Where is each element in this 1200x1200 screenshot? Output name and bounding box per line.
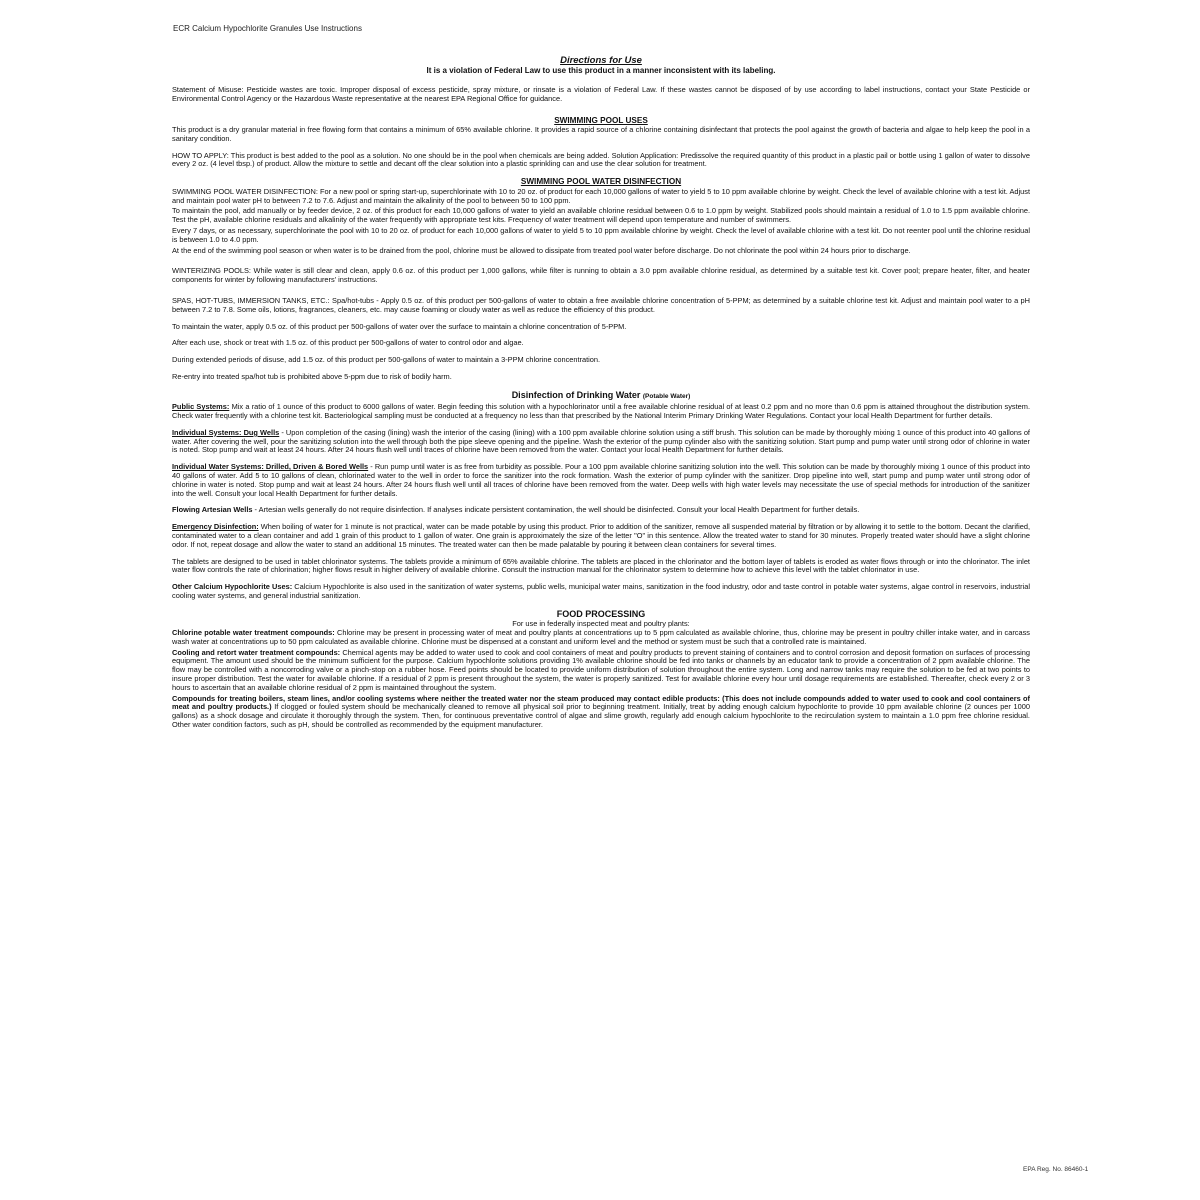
paragraph-boiler-compounds [172,695,1030,730]
paragraph-potable-compounds [172,629,1030,647]
paragraph: This product is a dry granular material in free flowing form that contains a minimum of 65% available chlorine. It provides a rapid source of a chlorine containing disinfectant that protects the pool against the growth of bacteria and algae to help keep the pool in a sanitary condition. [172,125,1030,143]
paragraph-lead: Public Systems: [172,402,230,412]
paragraph-lead: Flowing Artesian Wells [172,505,253,515]
paragraph-lead: Compounds for treating boilers, steam lines, and/or cooling systems where neither the treated water nor the steam produced may contact edible products: (This does not include compounds added to water used to cook and cool containers of meat and poultry products.) [172,693,1030,712]
drinking-water-heading-note: (Potable Water) [642,392,691,400]
paragraph-lead: Individual Water Systems: Drilled, Driven & Bored Wells [172,462,369,472]
paragraph: During extended periods of disuse, add 1.5 oz. of this product per 500-gallons of water to maintain a 3-PPM chlorine concentration. [172,355,601,365]
paragraph-text: - Upon completion of the casing (lining) wash the interior of the casing (lining) with a 100 ppm available chlorine solution using a stiff brush. This solution can be made by thoroughly mixing 1 ounce of this product into 40 gallons of water. After covering the well, pour the sanitizing solution into the well through both the pipe sleeve opening and the pipeline. Wash the exterior of the pump cylinder also with the sanitizing solution. Start pump and pump water until strong odor of chlorine in water is noted. Stop pump and wait at least 24 hours. After 24 hours flush well until traces of chlorine have been removed from the water. Contact your local Health Department for further details. [172,427,1030,455]
section-heading-drinking-water [172,390,1030,403]
paragraph-text: If clogged or fouled system should be mechanically cleaned to remove all physical soil prior to beginning treatment. Initially, treat by adding enough calcium hypochlorite to provide 10 ppm available chlorine (2 ounces per 1000 gallons) as a shock dosage and circulate it thoroughly through the system. Then, for continuous preventative control of algae and slime growth, regularly add enough calcium hypochlorite to the recirculation system to maintain a 1.0 ppm free chlorine residual. Other water condition factors, such as pH, should be controlled as recommended by the equipment manufacturer. [172,702,1030,730]
section-heading-food-processing: FOOD PROCESSING [556,608,646,619]
paragraph-artesian-wells [172,506,1030,515]
paragraph-dug-wells [172,429,1030,455]
paragraph: SWIMMING POOL WATER DISINFECTION: For a new pool or spring start-up, superchlorinate with 10 to 20 oz. of product for each 10,000 gallons of water to yield 5 to 10 ppm available chlorine by weight. Check the level of available chlorine with a test kit. Adjust and maintain pool water pH to between 7.2 to 7.6. Adjust and maintain the alkalinity of the pool to between 50 to 100 ppm. [172,186,1030,205]
paragraph-text: - Artesian wells generally do not require disinfection. If analyses indicate persistent contamination, the well should be disinfected. Consult your local Health Department for further details. [252,505,860,515]
paragraph: SPAS, HOT-TUBS, IMMERSION TANKS, ETC.: Spa/hot-tubs - Apply 0.5 oz. of this product per 500-gallons of water to obtain a free available chlorine concentration of 5-PPM; as determined by a suitable chlorine test kit. Adjust and maintain pool water to a pH between 7.2 to 7.8. Some oils, lotions, fragrances, cleaners, etc. may cause foaming or cloudy water as well as reduce the efficiency of this product. [172,295,1030,314]
paragraph: After each use, shock or treat with 1.5 oz. of this product per 500-gallons of water to control odor and algae. [172,338,524,348]
section-heading-pool-water-disinfection: SWIMMING POOL WATER DISINFECTION [520,177,682,187]
paragraph: WINTERIZING POOLS: While water is still clear and clean, apply 0.6 oz. of this product per 1,000 gallons, while filter is running to obtain a 3.0 ppm available chlorine residual, as determined by a suitable test kit. Cover pool; prepare heater, filter, and heater components for winter by following manufacturers' instructions. [172,266,1030,285]
paragraph-public-systems [172,403,1030,421]
violation-statement: It is a violation of Federal Law to use this product in a manner inconsistent with its labeling. [426,66,776,75]
paragraph-lead: Emergency Disinfection: [172,522,259,532]
paragraph: HOW TO APPLY: This product is best added to the pool as a solution. No one should be in the pool when chemicals are being added. Solution Application: Predissolve the required quantity of this product in a plastic pail or bottle using 1 gallon of water to dissolve every 2 oz. (4 level tbsp.) of product. Allow the mixture to settle and decant off the clear solution into a plastic sprinkling can and use the clear solution for treatment. [172,150,1030,169]
food-processing-subnote: For use in federally inspected meat and poultry plants: [512,619,690,629]
paragraph-text: When boiling of water for 1 minute is not practical, water can be made potable by using this product. Prior to addition of the sanitizer, remove all suspended material by filtration or by allowing it to settle to the bottom. Decant the clarified, contaminated water to a clean container and add 1 grain of this product to 1 gallon of water. One grain is approximately the size of the letter "O" in this sentence. Allow the treated water to stand for 30 minutes. Properly treated water should have a slight chlorine odor. If not, repeat dosage and allow the water to stand an additional 15 minutes. The treated water can then be made palatable by pouring it between clean containers for several times. [172,522,1031,549]
epa-registration-number: EPA Reg. No. 86460-1 [1023,1166,1089,1173]
section-heading-swimming-pool-uses: SWIMMING POOL USES [554,115,648,125]
paragraph-other-uses [172,583,1030,601]
document-body [172,55,1030,732]
paragraph-emergency-disinfection [172,523,1030,549]
document-title: Directions for Use [560,55,642,66]
paragraph: To maintain the pool, add manually or by feeder device, 2 oz. of this product for each 10,000 gallons of water to yield an available chlorine residual between 0.6 to 1.0 ppm by weight. Stabilized pools should maintain a residual of 1.0 to 1.5 ppm available chlorine. Test the pH, available chlorine residuals and alkalinity of the water frequently with appropriate test kits. Frequency of water treatment will depend upon temperature and number of swimmers. [172,206,1030,225]
paragraph-text: Chemical agents may be added to water used to cook and cool containers of meat and poultry products to prevent staining of containers and to control corrosion and deposit formation on surfaces of processing equipment. The amount used should be the minimum sufficient for the purpose. Calcium hypochlorite solutions providing 1% available chlorine should be fed into tanks or channels by an educator tank to provide a concentration of 2 ppm available chlorine. The flow may be controlled with a noncorroding valve or a pinch-stop on a rubber hose. Feed points should be located to provide uniform distribution of solution throughout the entire system. Long and narrow tanks may require the solution to be fed at two points to insure proper distribution. Test the water for available chlorine. If a residual of 2 ppm is present throughout the system, the water is properly sanitized. Test for available chlorine every hour until dosage requirements are established. Thereafter, check every 2 or 3 hours to ascertain that an available chlorine residual of 2 ppm is maintained throughout the system. [172,647,1030,692]
paragraph: Re-entry into treated spa/hot tub is prohibited above 5-ppm due to risk of bodily harm. [172,371,452,381]
paragraph-lead: Cooling and retort water treatment compounds: [172,647,341,657]
misuse-statement: Statement of Misuse: Pesticide wastes are toxic. Improper disposal of excess pesticide, spray mixture, or rinsate is a violation of Federal Law. If these wastes cannot be disposed of by use according to label instructions, contact your State Pesticide or Environmental Control Agency or the Hazardous Waste representative at the nearest EPA Regional Office for guidance. [172,85,1030,103]
paragraph-lead: Other Calcium Hypochlorite Uses: [172,582,293,592]
document-header-note: ECR Calcium Hypochlorite Granules Use Instructions [173,24,362,33]
paragraph: At the end of the swimming pool season or when water is to be drained from the pool, chlorine must be allowed to dissipate from treated pool water before discharge. Do not chlorinate the pool within 24 hours prior to discharge. [172,245,911,255]
paragraph: To maintain the water, apply 0.5 oz. of this product per 500-gallons of water over the surface to maintain a chlorine concentration of 5-PPM. [172,321,627,331]
drinking-water-heading-text: Disinfection of Drinking Water [511,389,641,400]
paragraph-tablets: The tablets are designed to be used in tablet chlorinator systems. The tablets provide a minimum of 65% available chlorine. The tablets are placed in the chlorinator and the bottom layer of tablets is eroded as water flows through or into the chlorinator. The inlet water flow controls the rate of chlorination; higher flows result in higher delivery of available chlorine. Consult the instruction manual for the chlorinator system to determine how to achieve this level with the tablet chlorinator in use. [172,556,1030,575]
paragraph-text: Chlorine may be present in processing water of meat and poultry plants at concentrations up to 5 ppm calculated as available chlorine, thus, chlorine may be present in poultry chiller intake water, and in carcass wash water at concentrations up to 50 ppm calculated as available chlorine. Chlorine must be dispensed at a constant and uniform level and the method or system must be such that a controlled rate is maintained. [172,628,1030,646]
paragraph-text: Calcium Hypochlorite is also used in the sanitization of water systems, public wells, municipal water mains, sanitization in the food industry, odor and taste control in potable water systems, algae control in reservoirs, industrial cooling water systems, and general industrial sanitization. [172,582,1031,600]
paragraph-drilled-wells [172,463,1030,498]
paragraph-cooling-compounds [172,649,1030,693]
paragraph: Every 7 days, or as necessary, superchlorinate the pool with 10 to 20 oz. of product for each 10,000 gallons of water to yield 5 to 10 ppm available chlorine by weight. Check the level of available chlorine with a test kit. Do not reenter pool until the chlorine residual is between 1.0 to 4.0 ppm. [172,225,1030,244]
paragraph-lead: Individual Systems: Dug Wells [172,427,280,437]
paragraph-text: Mix a ratio of 1 ounce of this product to 6000 gallons of water. Begin feeding this solution with a hypochlorinator until a free available chlorine residual of at least 0.2 ppm and no more than 0.6 ppm is attained throughout the distribution system. Check water frequently with a chlorine test kit. Bacteriological sampling must be conducted at a frequency no less than that prescribed by the National Interim Primary Drinking Water Regulations. Contact your local Health Department for further details. [172,402,1031,421]
paragraph-lead: Chlorine potable water treatment compounds: [172,628,335,638]
paragraph-text: - Run pump until water is as free from turbidity as possible. Pour a 100 ppm available chlorine sanitizing solution into the well. This solution can be made by thoroughly mixing 1 ounce of this product into 40 gallons of water. Add 5 to 10 gallons of clean, chlorinated water to the well in order to force the sanitizer into the rock formation. Wash the exterior of pump cylinder with the sanitizer. Drop pipeline into well, start pump and pump water until strong odor of chlorine in water is noted. Stop pump and wait at least 24 hours. After 24 hours flush well until all traces of chlorine have been removed from the water. Deep wells with high water levels may necessitate the use of special methods for introduction of the sanitizer into the well. Consult your local Health Department for further details. [172,462,1030,498]
